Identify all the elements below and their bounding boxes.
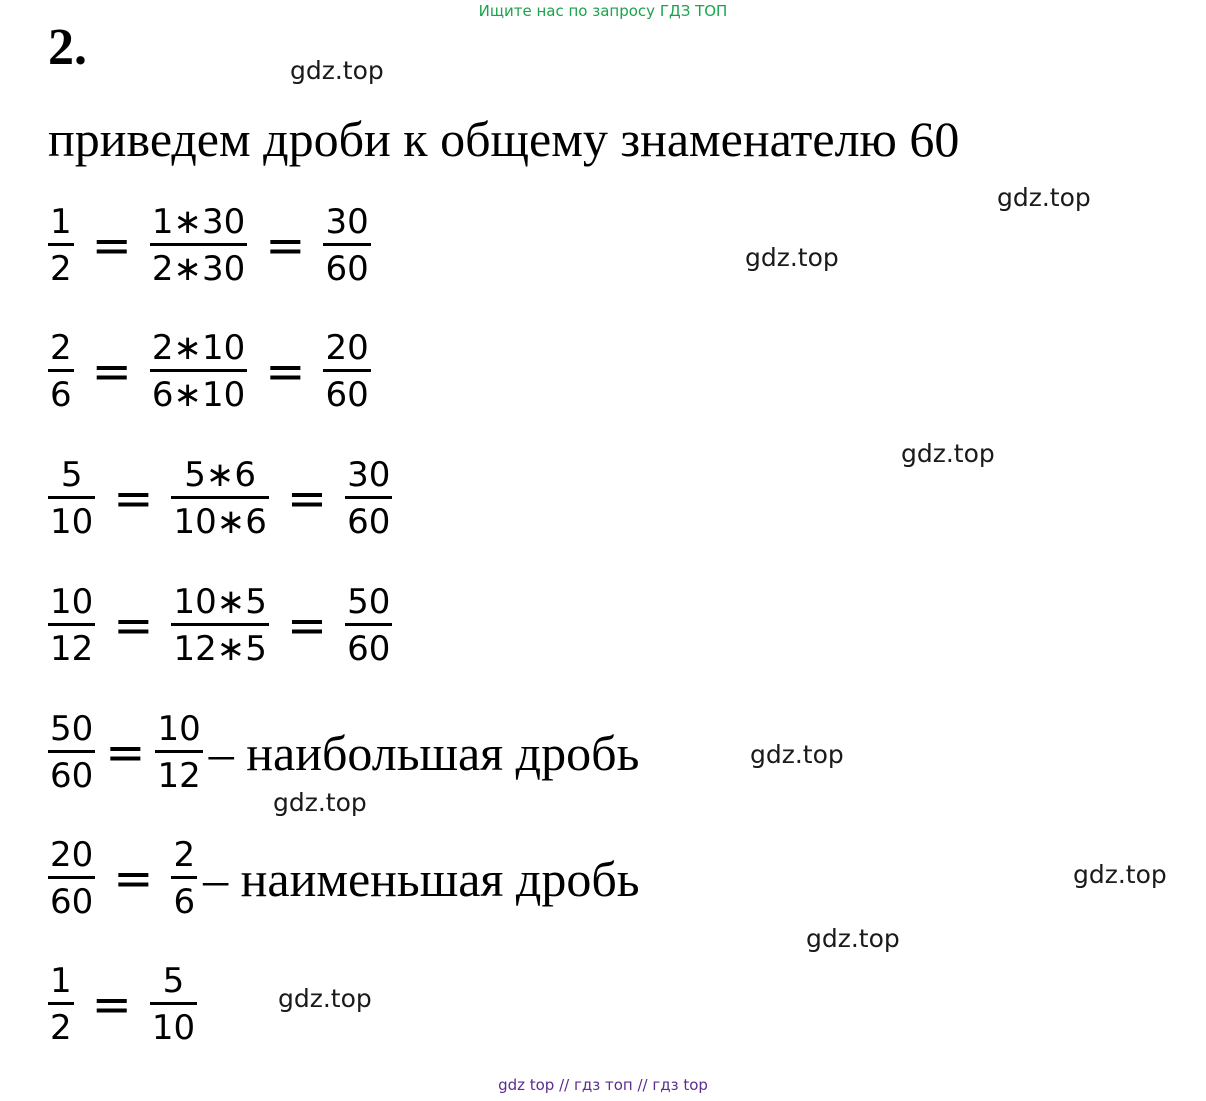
fraction-original: [48, 455, 95, 542]
equals-sign: =: [91, 217, 132, 274]
denominator: 2: [50, 249, 72, 289]
conclusion-text: – наименьшая дробь: [203, 850, 640, 907]
numerator: 10∗5: [173, 582, 267, 622]
denominator: 60: [325, 249, 369, 289]
problem-number: 2.: [48, 19, 87, 76]
numerator: 5: [60, 455, 83, 495]
watermark: gdz.top: [750, 740, 844, 769]
fraction-left: [48, 709, 95, 796]
denominator: 2∗30: [151, 249, 246, 289]
watermark: gdz.top: [278, 984, 372, 1013]
equals-sign: =: [91, 976, 132, 1033]
fraction-right: [171, 835, 197, 922]
numerator: 5∗6: [184, 455, 257, 495]
equals-sign: =: [113, 470, 154, 527]
equals-sign: =: [91, 343, 132, 400]
header-note: Ищите нас по запросу ГДЗ ТОП: [478, 2, 728, 20]
fraction-result: [323, 202, 370, 289]
numerator: 50: [50, 709, 94, 749]
numerator: 2: [50, 328, 72, 368]
numerator: 1: [50, 961, 72, 1001]
watermark: gdz.top: [901, 439, 995, 468]
denominator: 6∗10: [151, 375, 246, 415]
numerator: 2: [173, 835, 196, 875]
denominator: 10∗6: [173, 502, 267, 542]
equals-sign: =: [265, 217, 306, 274]
numerator: 30: [347, 455, 391, 495]
fraction-multiplied: [150, 202, 247, 289]
denominator: 2: [50, 1008, 72, 1048]
denominator: 6: [50, 375, 72, 415]
numerator: 1∗30: [151, 202, 246, 242]
denominator: 12: [50, 629, 94, 669]
watermark: gdz.top: [273, 788, 367, 817]
numerator: 50: [347, 582, 391, 622]
fraction-result: [345, 455, 392, 542]
denominator: 60: [347, 629, 391, 669]
numerator: 10: [157, 709, 201, 749]
watermark: gdz.top: [290, 56, 384, 85]
numerator: 5: [162, 961, 185, 1001]
watermark: gdz.top: [997, 183, 1091, 212]
numerator: 10: [50, 582, 94, 622]
conclusion-equal: [48, 961, 197, 1048]
fraction-multiplied: [150, 328, 247, 415]
denominator: 60: [50, 756, 94, 796]
conclusion-smallest: [48, 835, 640, 922]
watermark: gdz.top: [1073, 860, 1167, 889]
fraction-right: [155, 709, 202, 796]
fraction-original: [48, 202, 74, 289]
equation-row: [48, 202, 371, 289]
equation-row: [48, 455, 392, 542]
fraction-multiplied: [171, 455, 268, 542]
numerator: 1: [50, 202, 72, 242]
fraction-original: [48, 328, 74, 415]
numerator: 30: [325, 202, 369, 242]
conclusion-text: – наибольшая дробь: [208, 724, 640, 781]
denominator: 12∗5: [173, 629, 267, 669]
watermark: gdz.top: [745, 243, 839, 272]
denominator: 60: [347, 502, 391, 542]
equals-sign: =: [105, 724, 146, 781]
denominator: 10: [151, 1008, 196, 1048]
footer-note: gdz top // гдз топ // гдз top: [498, 1076, 708, 1094]
watermark: gdz.top: [806, 924, 900, 953]
equals-sign: =: [286, 597, 328, 654]
equals-sign: =: [286, 470, 328, 527]
fraction-original: [48, 582, 95, 669]
equals-sign: =: [265, 343, 306, 400]
conclusion-largest: [48, 709, 640, 796]
instruction-text: приведем дроби к общему знаменателю 60: [48, 111, 960, 167]
denominator: 12: [157, 756, 201, 796]
fraction-result: [345, 582, 392, 669]
fraction-left: [48, 961, 74, 1048]
denominator: 10: [50, 502, 94, 542]
denominator: 60: [50, 882, 94, 922]
denominator: 6: [173, 882, 196, 922]
fraction-result: [323, 328, 370, 415]
equals-sign: =: [113, 850, 154, 907]
numerator: 20: [50, 835, 94, 875]
equation-row: [48, 328, 371, 415]
numerator: 2∗10: [151, 328, 246, 368]
equation-row: [48, 582, 392, 669]
fraction-left: [48, 835, 95, 922]
fraction-multiplied: [171, 582, 268, 669]
denominator: 60: [325, 375, 369, 415]
equals-sign: =: [113, 597, 154, 654]
fraction-right: [150, 961, 197, 1048]
numerator: 20: [325, 328, 369, 368]
